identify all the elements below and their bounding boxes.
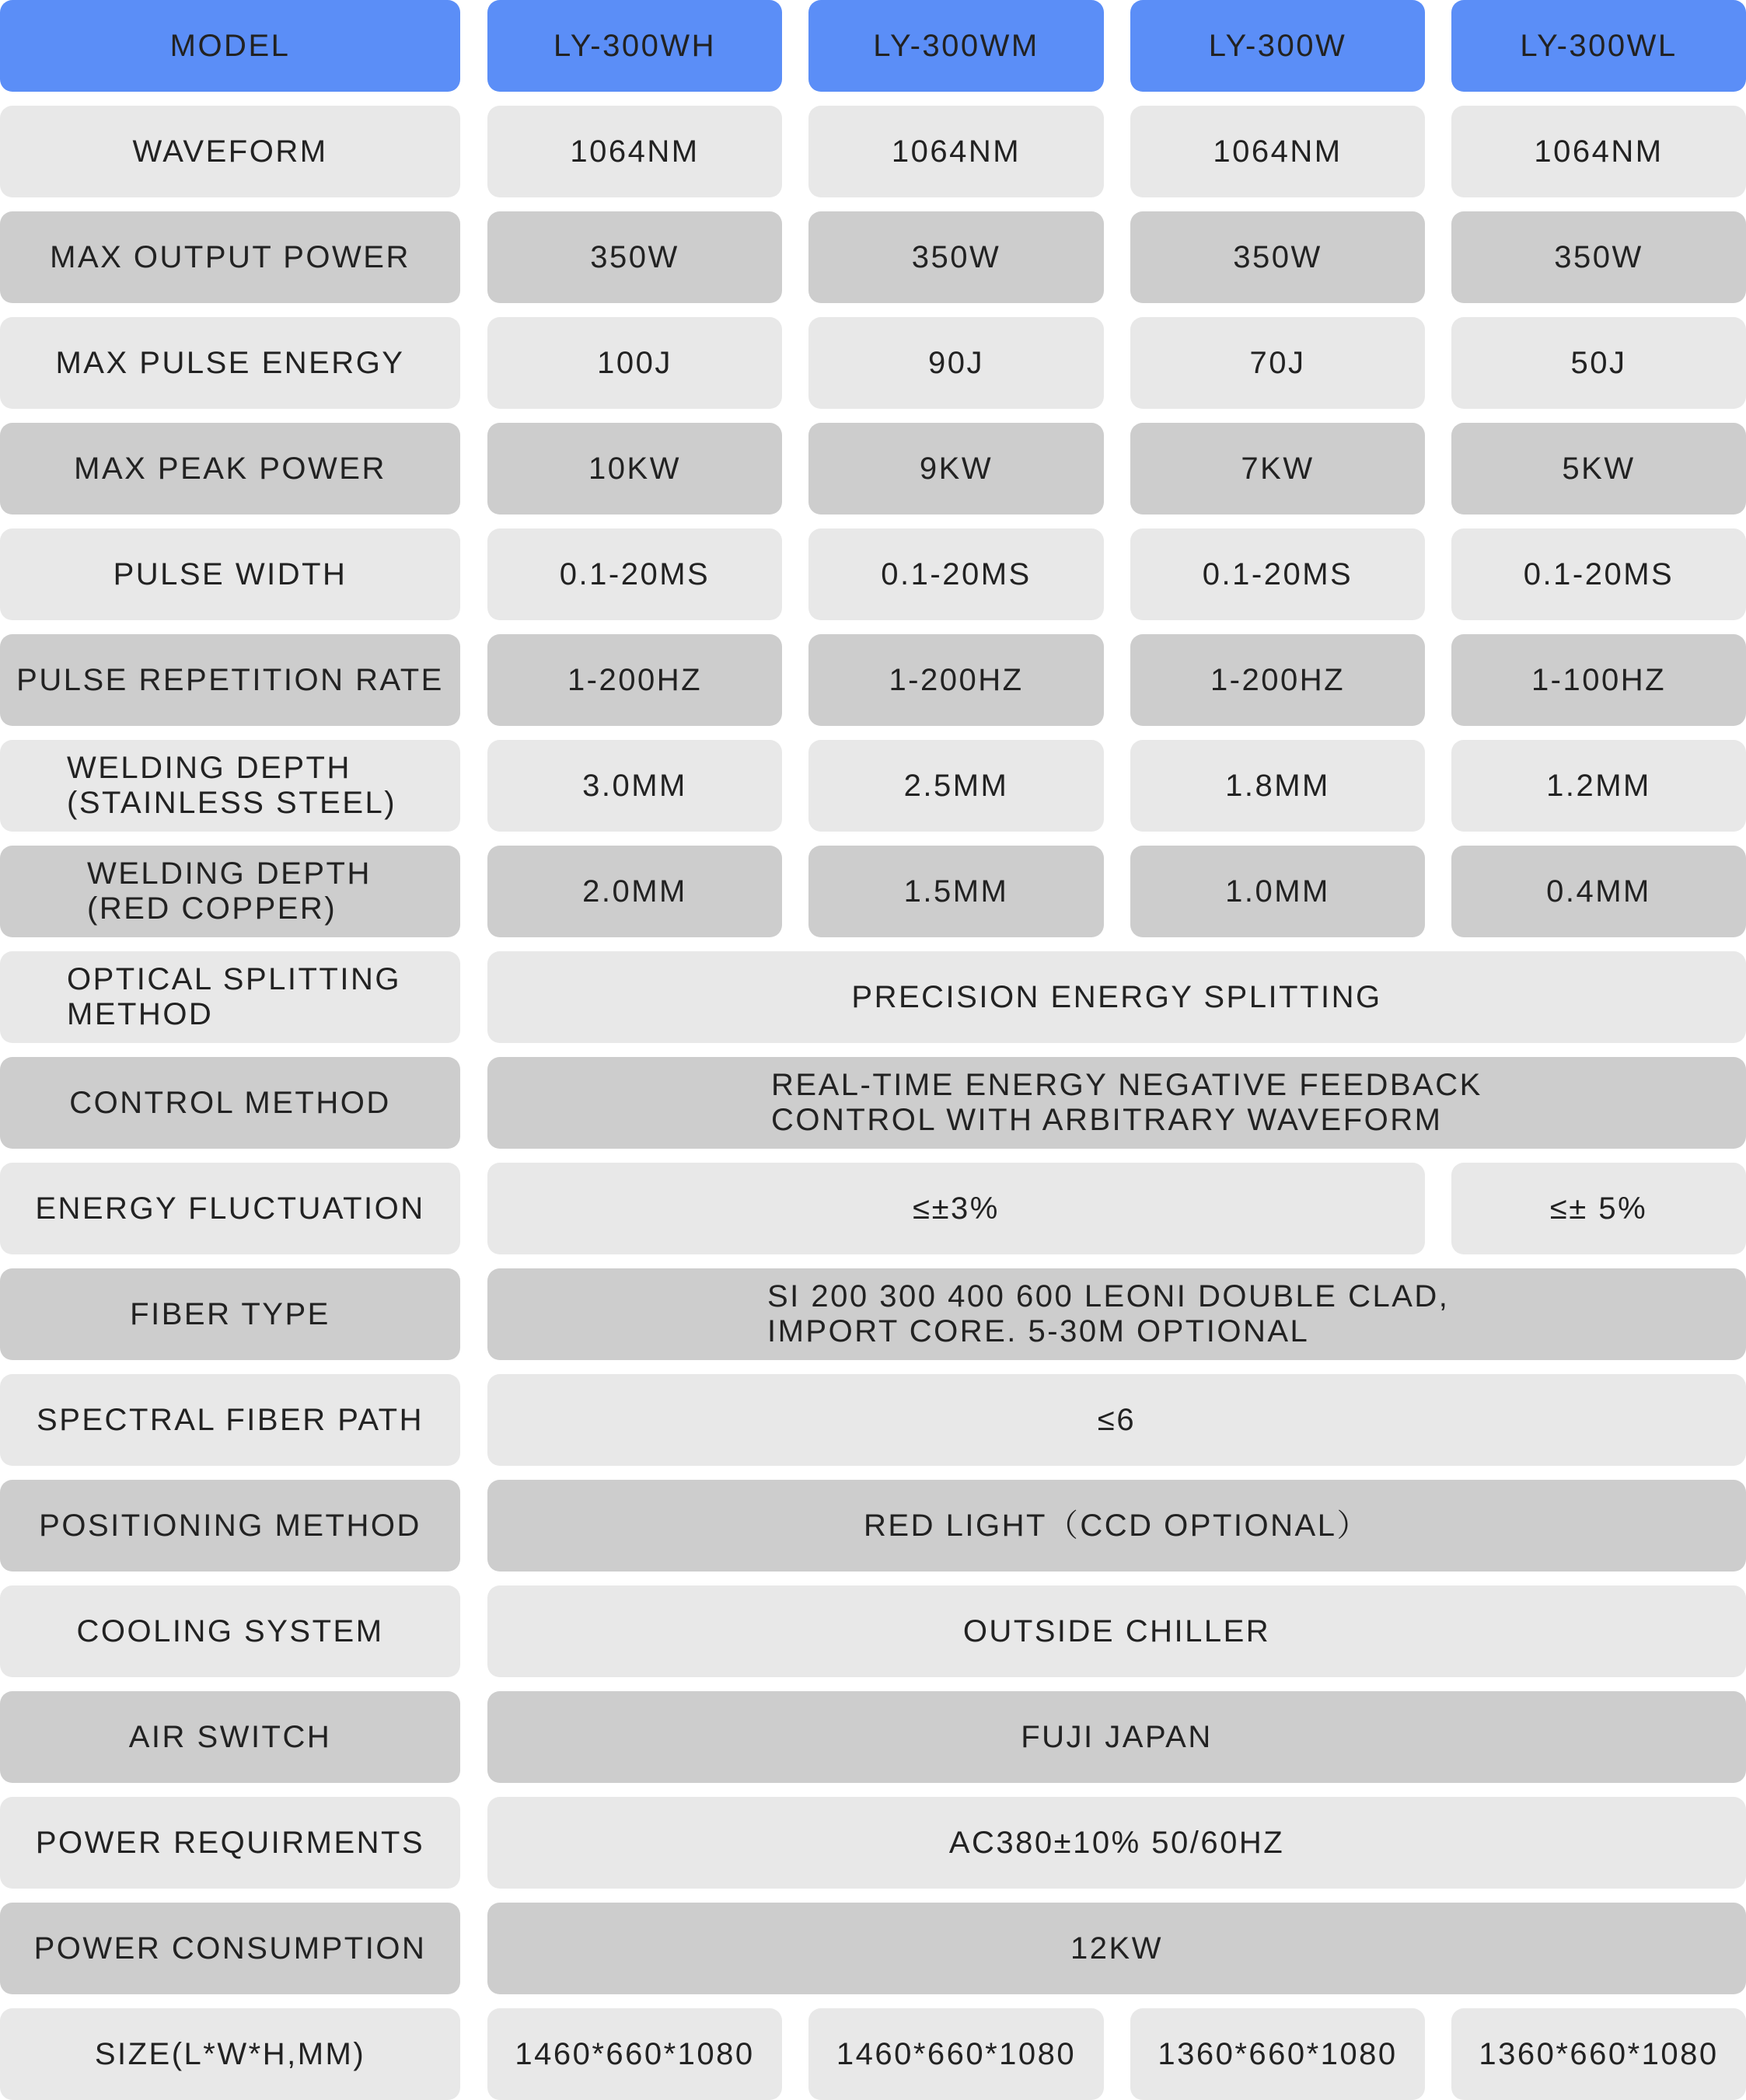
row-value: 5KW: [1451, 423, 1746, 515]
row-label-positioning-method: POSITIONING METHOD: [0, 1480, 460, 1572]
row-value: 50J: [1451, 317, 1746, 409]
row-value: 70J: [1130, 317, 1425, 409]
row-label-optical-splitting-method: OPTICAL SPLITTING METHOD: [0, 951, 460, 1043]
row-value: 2.5MM: [808, 740, 1104, 832]
row-value: 9KW: [808, 423, 1104, 515]
row-label-size: SIZE(L*W*H,MM): [0, 2008, 460, 2100]
row-value: 1.0MM: [1130, 846, 1425, 937]
row-value: 1064NM: [1130, 106, 1425, 197]
row-span-value: SI 200 300 400 600 LEONI DOUBLE CLAD, IMPORT CORE. 5-30M OPTIONAL: [487, 1268, 1746, 1360]
row-span-value: ≤6: [487, 1374, 1746, 1466]
row-label-waveform: WAVEFORM: [0, 106, 460, 197]
row-value: 1-200HZ: [808, 634, 1104, 726]
row-value: 0.1-20MS: [1130, 528, 1425, 620]
row-value: 1.5MM: [808, 846, 1104, 937]
row-value: 1460*660*1080: [487, 2008, 782, 2100]
row-label-welding-depth-copper: WELDING DEPTH (RED COPPER): [0, 846, 460, 937]
header-model-3: LY-300W: [1130, 0, 1425, 92]
row-label-welding-depth-stainless: WELDING DEPTH (STAINLESS STEEL): [0, 740, 460, 832]
row-label-power-requirments: POWER REQUIRMENTS: [0, 1797, 460, 1889]
header-model-label: MODEL: [0, 0, 460, 92]
row-label-max-pulse-energy: MAX PULSE ENERGY: [0, 317, 460, 409]
row-value: 350W: [808, 211, 1104, 303]
row-span-value: OUTSIDE CHILLER: [487, 1585, 1746, 1677]
row-value: 0.1-20MS: [1451, 528, 1746, 620]
row-value: 1360*660*1080: [1130, 2008, 1425, 2100]
row-span-value: AC380±10% 50/60HZ: [487, 1797, 1746, 1889]
row-value: 2.0MM: [487, 846, 782, 937]
row-value: 1.8MM: [1130, 740, 1425, 832]
row-span-value: REAL-TIME ENERGY NEGATIVE FEEDBACK CONTROL WITH ARBITRARY WAVEFORM: [487, 1057, 1746, 1149]
row-value: 1460*660*1080: [808, 2008, 1104, 2100]
row-value: 1-200HZ: [1130, 634, 1425, 726]
row-value: 90J: [808, 317, 1104, 409]
row-value: 100J: [487, 317, 782, 409]
header-model-4: LY-300WL: [1451, 0, 1746, 92]
header-model-2: LY-300WM: [808, 0, 1104, 92]
row-label-cooling-system: COOLING SYSTEM: [0, 1585, 460, 1677]
row-label-max-output-power: MAX OUTPUT POWER: [0, 211, 460, 303]
row-span-value: FUJI JAPAN: [487, 1691, 1746, 1783]
row-value: 3.0MM: [487, 740, 782, 832]
row-value: 1360*660*1080: [1451, 2008, 1746, 2100]
row-value: 0.1-20MS: [808, 528, 1104, 620]
row-value: 350W: [1130, 211, 1425, 303]
row-label-pulse-repetition-rate: PULSE REPETITION RATE: [0, 634, 460, 726]
row-label-air-switch: AIR SWITCH: [0, 1691, 460, 1783]
row-span-value: RED LIGHT（CCD OPTIONAL）: [487, 1480, 1746, 1572]
row-value: 1-100HZ: [1451, 634, 1746, 726]
row-value: 1-200HZ: [487, 634, 782, 726]
row-value: 1064NM: [1451, 106, 1746, 197]
row-label-fiber-type: FIBER TYPE: [0, 1268, 460, 1360]
row-value: 350W: [1451, 211, 1746, 303]
row-value: 7KW: [1130, 423, 1425, 515]
row-label-max-peak-power: MAX PEAK POWER: [0, 423, 460, 515]
row-value: 1064NM: [487, 106, 782, 197]
row-span-value: PRECISION ENERGY SPLITTING: [487, 951, 1746, 1043]
row-value: 350W: [487, 211, 782, 303]
row-value: 10KW: [487, 423, 782, 515]
row-label-control-method: CONTROL METHOD: [0, 1057, 460, 1149]
row-value: 0.1-20MS: [487, 528, 782, 620]
row-label-energy-fluctuation: ENERGY FLUCTUATION: [0, 1163, 460, 1254]
row-label-spectral-fiber-path: SPECTRAL FIBER PATH: [0, 1374, 460, 1466]
header-model-1: LY-300WH: [487, 0, 782, 92]
row-label-power-consumption: POWER CONSUMPTION: [0, 1903, 460, 1994]
row-split-value: ≤± 5%: [1451, 1163, 1746, 1254]
row-span-value: 12KW: [487, 1903, 1746, 1994]
row-value: 1.2MM: [1451, 740, 1746, 832]
row-split-value: ≤±3%: [487, 1163, 1425, 1254]
row-label-pulse-width: PULSE WIDTH: [0, 528, 460, 620]
row-value: 0.4MM: [1451, 846, 1746, 937]
row-value: 1064NM: [808, 106, 1104, 197]
